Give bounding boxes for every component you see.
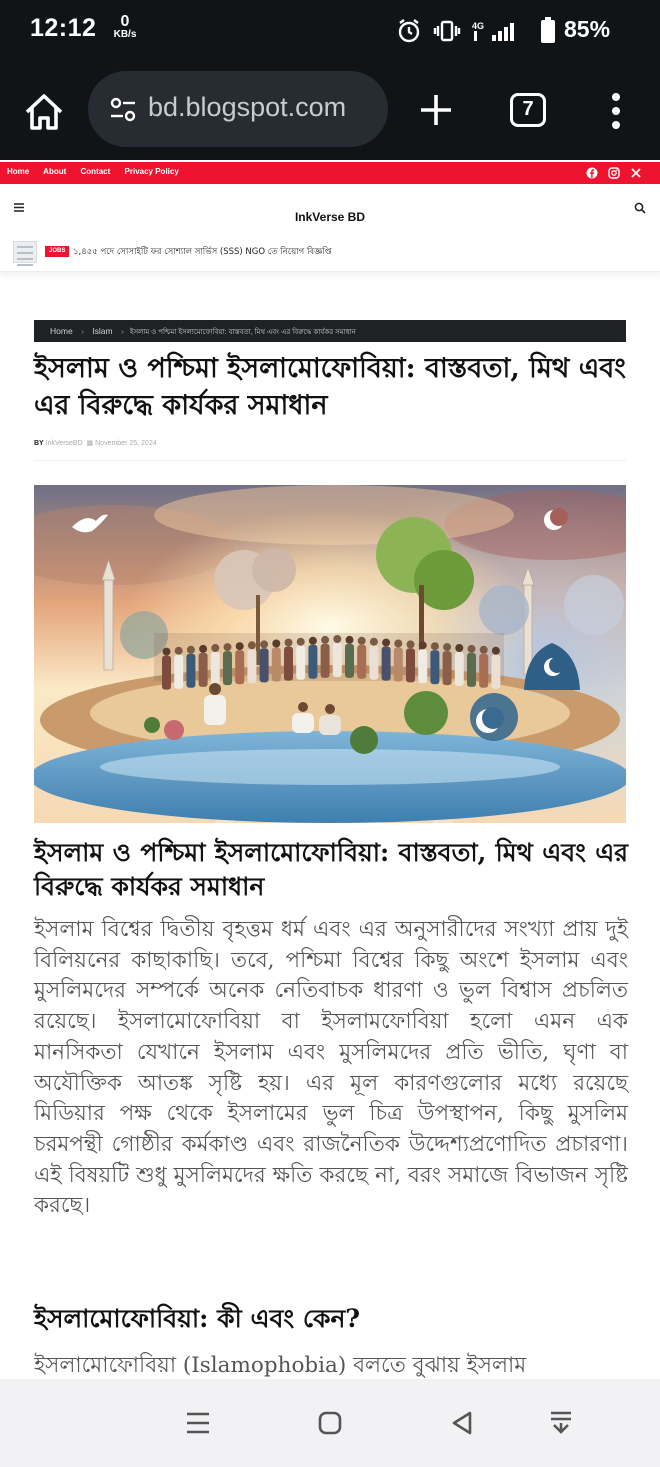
topbar-link-home[interactable]: Home <box>7 167 30 176</box>
url-text[interactable]: bd.blogspot.com <box>148 92 347 122</box>
new-tab-icon[interactable] <box>418 92 454 128</box>
status-bar <box>0 0 660 62</box>
network-speed <box>110 14 140 40</box>
x-icon[interactable] <box>630 167 642 179</box>
network-speed-unit: KB/s <box>113 29 137 40</box>
site-settings-icon[interactable] <box>110 97 136 123</box>
home-circle-icon[interactable] <box>318 1411 342 1435</box>
site-name[interactable]: InkVerse BD <box>294 210 366 224</box>
vibrate-icon <box>435 22 459 40</box>
article-subheading: ইসলামোফোবিয়া: কী এবং কেন? <box>34 1304 361 1333</box>
topbar-link-contact[interactable]: Contact <box>80 167 111 176</box>
featured-image[interactable] <box>34 485 626 823</box>
topbar-links <box>7 167 191 176</box>
breadcrumb-home[interactable]: Home <box>50 326 73 336</box>
news-ticker <box>0 234 660 272</box>
blog-topbar <box>0 162 660 184</box>
topbar-link-privacy[interactable]: Privacy Policy <box>124 167 179 176</box>
article-heading: ইসলাম ও পশ্চিমা ইসলামোফোবিয়া: বাস্তবতা, মিথ এবং এর বিরুদ্ধে কার্যকর সমাধান <box>34 838 628 901</box>
overflow-menu-icon[interactable] <box>608 92 624 130</box>
instagram-icon[interactable] <box>608 167 620 179</box>
ticker-thumbnail[interactable] <box>13 241 37 263</box>
status-icons <box>396 17 536 45</box>
meta-by-label: BY <box>34 440 44 447</box>
facebook-icon[interactable] <box>586 167 598 179</box>
android-nav-bar <box>0 1379 660 1467</box>
post-title: ইসলাম ও পশ্চিমা ইসলামোফোবিয়া: বাস্তবতা, মিথ এবং এর বিরুদ্ধে কার্যকর সমাধান <box>34 353 626 421</box>
social-links <box>586 166 642 180</box>
post-meta <box>34 439 157 447</box>
topbar-link-about[interactable]: About <box>43 167 67 176</box>
home-icon[interactable] <box>22 90 66 134</box>
network-speed-value: 0 <box>120 13 130 30</box>
breadcrumb-separator: › <box>120 326 124 336</box>
recent-apps-icon[interactable] <box>186 1412 210 1434</box>
breadcrumb <box>34 320 626 342</box>
status-time: 12:12 <box>30 14 97 42</box>
back-icon[interactable] <box>450 1411 474 1435</box>
breadcrumb-islam[interactable]: Islam <box>92 326 113 336</box>
browser-toolbar <box>0 62 660 160</box>
ticker-badge: JOBS <box>45 246 69 257</box>
article-next-line: ইসলামোফোবিয়া (Islamophobia) বলতে বুঝায় ইসলাম <box>34 1353 527 1378</box>
hide-keyboard-icon[interactable] <box>550 1411 572 1435</box>
calendar-icon: ▦ <box>86 440 94 447</box>
post-author[interactable]: InkVerseBD <box>45 440 83 447</box>
battery-percent: 85% <box>564 16 611 42</box>
article-paragraph: ইসলাম বিশ্বের দ্বিতীয় বৃহত্তম ধর্ম এবং এর অনুসারীদের সংখ্যা প্রায় দুই বিলিয়নের কাছাকাছি। তবে, পশ্চিমা বিশ্বের কিছু অংশে ইসলাম এবং মুসলিমদের সম্পর্কে অনেক নেতিবাচক ধারণা ও ভুল বিশ্বাস প্রচলিত রয়েছে। ইসলামোফোবিয়া বা ইসলামফোবিয়া হলো এমন এক মানসিকতা যেখানে ইসলাম এবং মুসলিমদের প্রতি ভীতি, ঘৃণা বা অযৌক্তিক আতঙ্ক সৃষ্টি হয়। এর মূল কারণগুলোর মধ্যে রয়েছে মিডিয়ার পক্ষ থেকে ইসলামের ভুল চিত্র উপস্থাপন, কিছু মুসলিম চরমপন্থী গোষ্ঠীর কর্মকাণ্ড এবং রাজনৈতিক উদ্দেশ্যপ্রণোদিত প্রচারণা। এই বিষয়টি শুধু মুসলিমদের ক্ষতি করছে না, বরং সমাজে বিভাজন সৃষ্টি করছে। <box>34 917 628 1219</box>
battery-icon <box>540 17 556 43</box>
svg-text:4G: 4G <box>472 21 485 31</box>
search-icon[interactable] <box>634 202 646 214</box>
post-date: November 25, 2024 <box>95 440 157 447</box>
tab-switcher-button[interactable]: 7 <box>510 93 546 127</box>
signal-icon <box>472 19 535 43</box>
meta-divider <box>34 460 626 461</box>
alarm-icon <box>400 20 418 41</box>
blog-header <box>0 184 660 234</box>
breadcrumb-current: ইসলাম ও পশ্চিমা ইসলামোফোবিয়া: বাস্তবতা, মিথ এবং এর বিরুদ্ধে কার্যকর সমাধান <box>129 329 356 336</box>
address-bar[interactable] <box>88 71 388 147</box>
breadcrumb-separator: › <box>81 326 84 336</box>
ticker-headline[interactable]: ১,৪৫৫ পদে সোসাইটি ফর সোশ্যাল সার্ভিস (SSS) NGO তে নিয়োগ বিজ্ঞপ্তি <box>73 247 332 257</box>
